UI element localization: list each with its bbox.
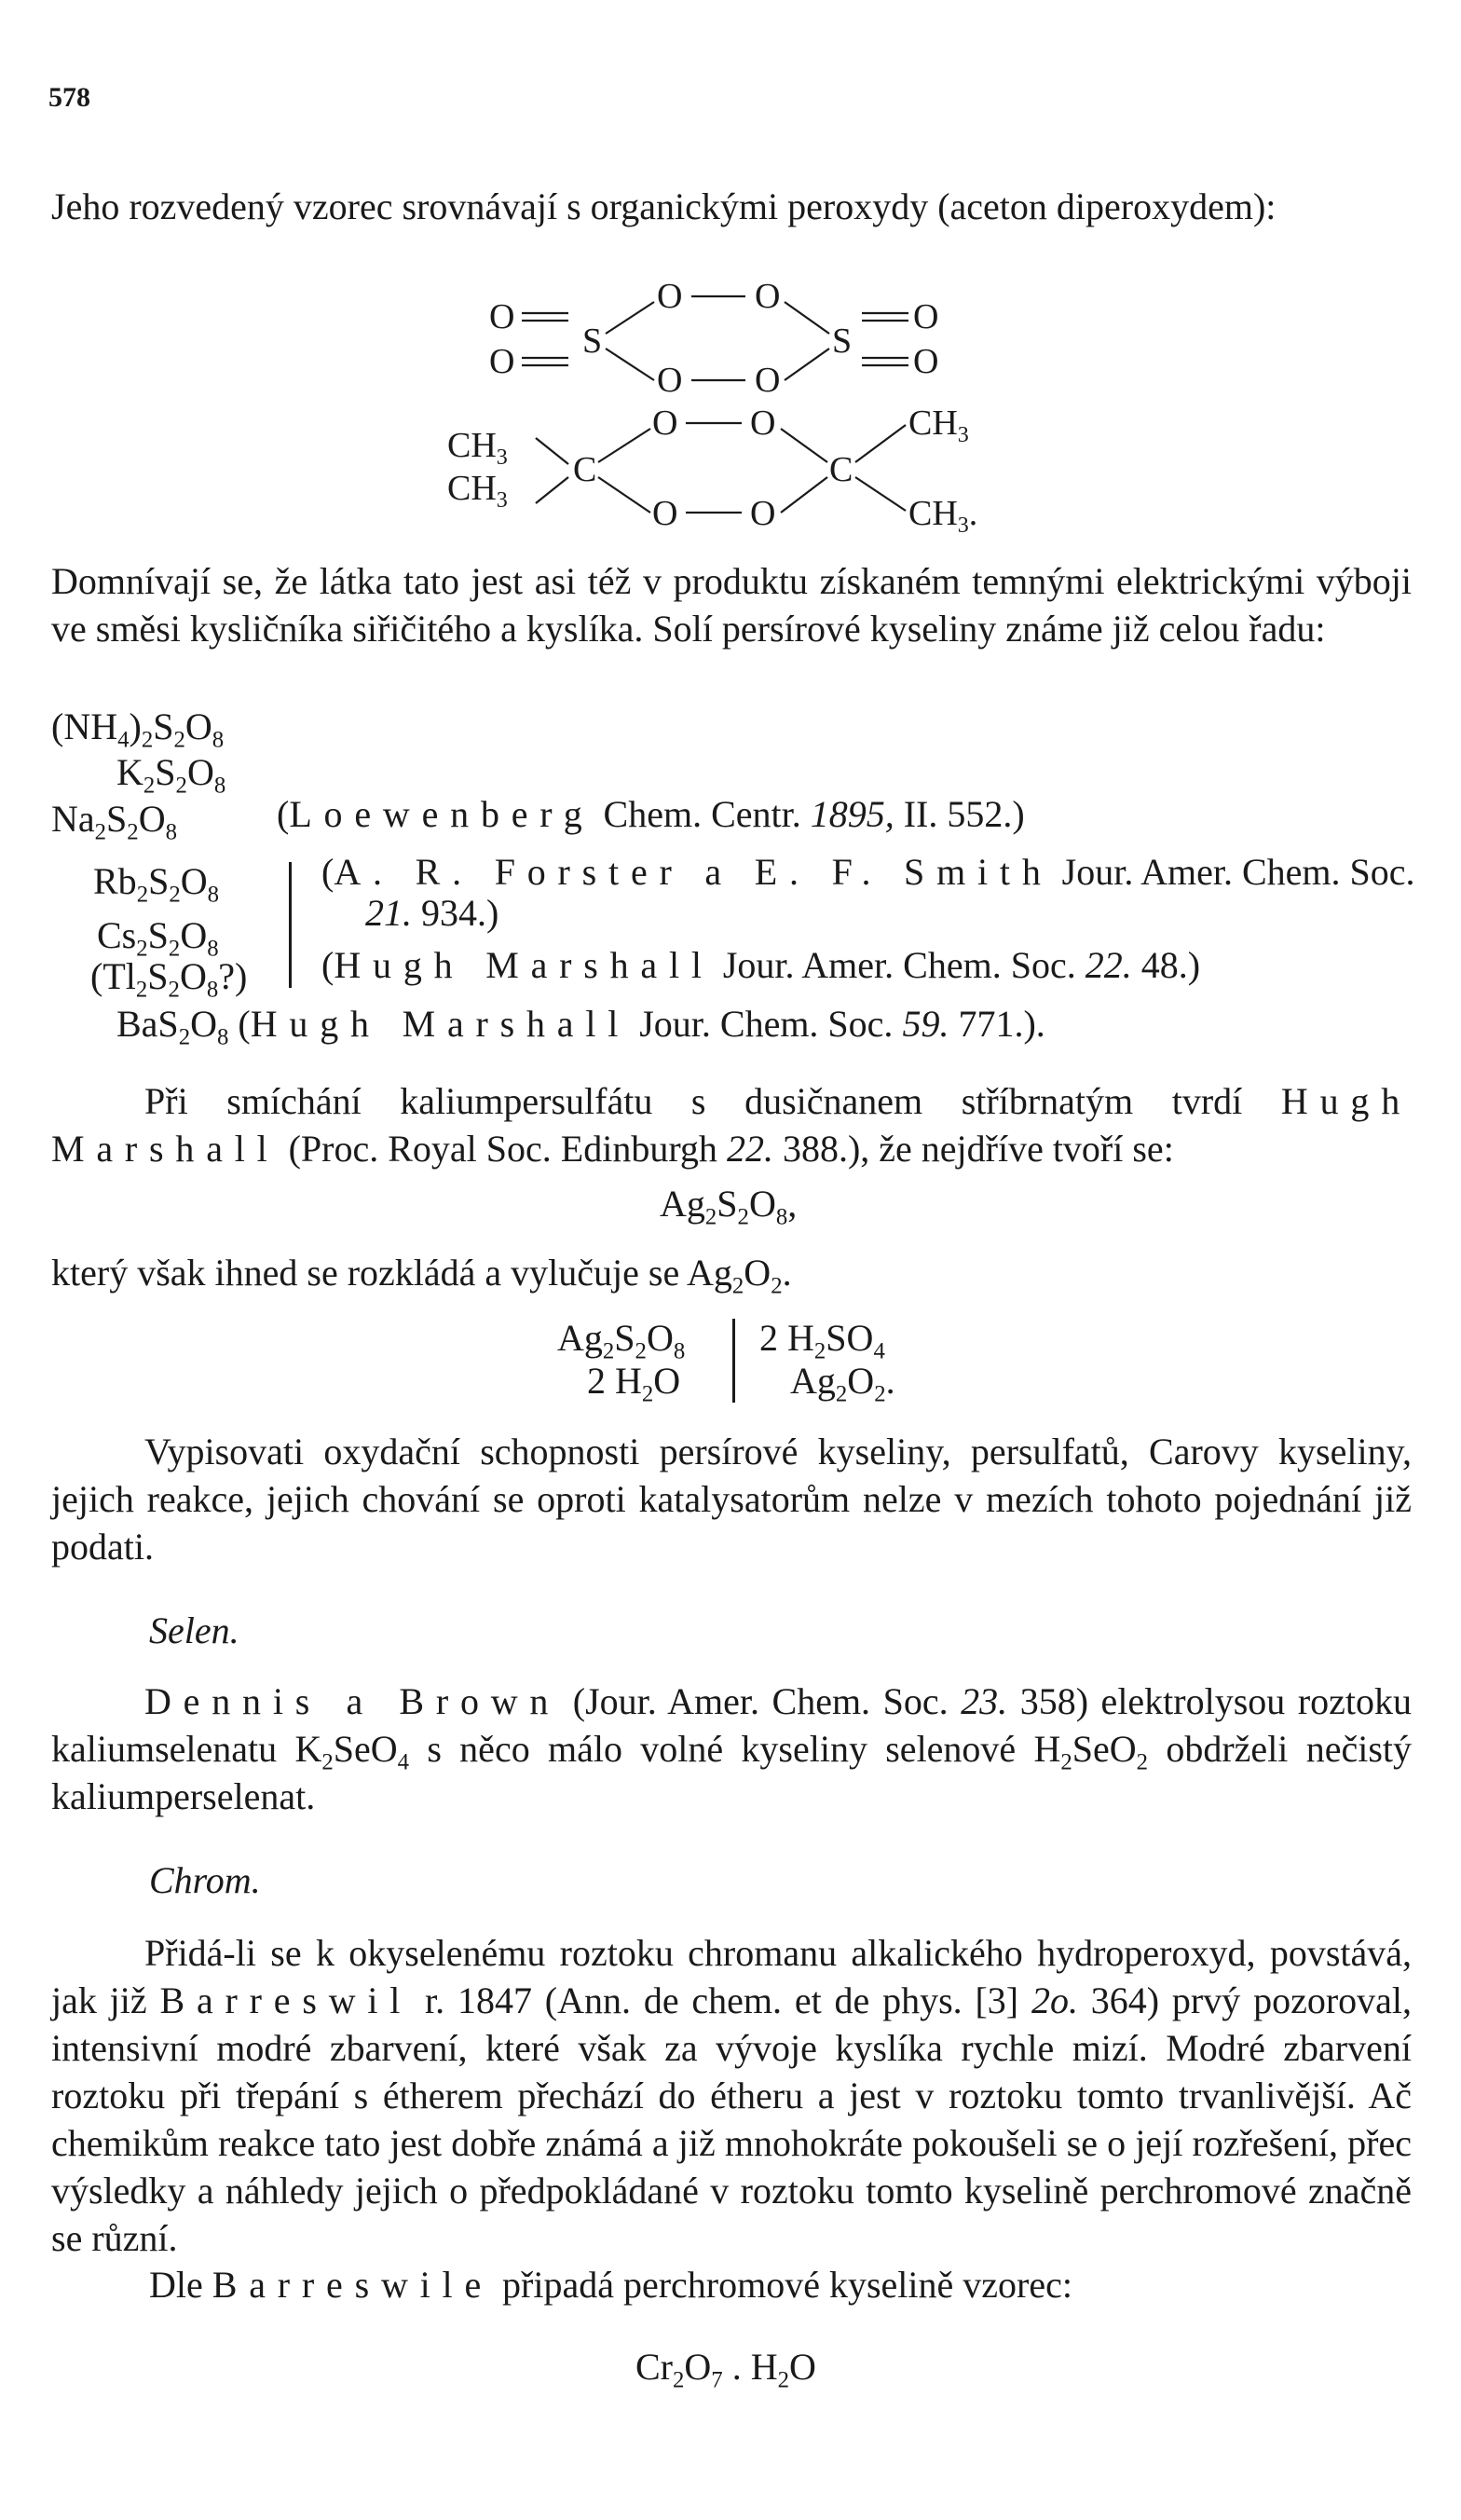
atom-o: O: [657, 361, 683, 400]
paragraph-chrom: Přidá-li se k okyselenému roztoku chromanu alkalického hydroperoxyd, povstává, jak již Barreswil r. 1847 (Ann. de chem. et de phys. [3] 2o. 364) prvý pozoroval, intensivní modré zbarvení, které však za vývoje kyslíka rychle mizí. Modré zbarvení roztoku při třepání s étherem přechází do étheru a jest v roztoku tomto trvanlivější. Ač chemikům reakce tato jest dobře známá a již mnohokráte pokoušeli se o její rozřešení, přec výsledky a náhledy jejich o předpokládané v roztoku tomto kyselině perchromové značně se různí.: [51, 1932, 1413, 2259]
paragraph-selen: Dennis a Brown (Jour. Amer. Chem. Soc. 23. 358) elektrolysou roztoku kaliumselenatu $K_2SeO_4$ s něco málo volné kyseliny selenové $H_2SeO_2$ obdrželi nečistý kaliumperselenat.: [51, 1680, 1413, 1817]
formula-rubidium-persulfate: $Rb_2S_2O_8$: [93, 860, 220, 908]
atom-o: O: [750, 494, 776, 533]
formula-potassium-persulfate: $K_2S_2O_8$: [116, 751, 226, 799]
atom-c: C: [829, 450, 853, 489]
formula-ammonium-persulfate: $(NH_4)_2S_2O_8$: [51, 705, 225, 753]
group-ch3: $CH_3$.: [908, 494, 978, 538]
paragraph-oxidation: Vypisovati oxydační schopnosti persírové kyseliny, persulfatů, Carovy kyseliny, jejich reakce, jejich chování se oproti katalysatorům nelze v mezích tohoto pojednání již podati.: [51, 1431, 1412, 1568]
atom-s: S: [832, 322, 853, 361]
reaction-right-top: 2 $H_2SO_4$: [759, 1317, 885, 1364]
reference-forster-volume: 21. 934.): [365, 892, 499, 934]
brace-line: [289, 862, 292, 988]
formula-thallium-persulfate: $(Tl_2S_2O_8?)$: [90, 955, 248, 1003]
atom-c: C: [573, 450, 597, 489]
reference-loewenberg: (Loewenberg Chem. Centr. 1895, II. 552.): [277, 793, 1025, 835]
atom-o: O: [657, 277, 683, 316]
atom-o: O: [913, 297, 939, 336]
formula-sodium-persulfate: $Na_2S_2O_8$: [51, 798, 177, 845]
reaction-left-top: $Ag_2S_2O_8$: [557, 1317, 686, 1364]
structure-diagram-sulfur: [475, 270, 978, 410]
atom-o: O: [489, 297, 515, 336]
reaction-divider: [732, 1319, 735, 1403]
paragraph-silver: Při smíchání kaliumpersulfátu s dusičnanem stříbrnatým tvrdí Hugh Marshall (Proc. Royal Soc. Edinburgh 22. 388.), že nejdříve tvoří se:: [51, 1080, 1413, 1170]
page-number: 578: [48, 82, 90, 113]
section-heading-selen: Selen.: [149, 1609, 239, 1651]
formula-silver-persulfate: $Ag_2S_2O_8$,: [660, 1183, 798, 1230]
group-ch3: $CH_3$: [908, 404, 969, 447]
section-heading-chrom: Chrom.: [149, 1859, 261, 1901]
paragraph-salts-intro: Domnívají se, že látka tato jest asi též v produktu získaném temnými elektrickými výboji ve směsi kysličníka siřičitého a kyslíka. Solí persírové kyseliny známe již celou řadu:: [51, 560, 1412, 650]
paragraph-intro: Jeho rozvedený vzorec srovnávají s organickými peroxydy (aceton diperoxydem):: [51, 185, 1277, 227]
atom-o: O: [755, 277, 781, 316]
reference-marshall: (Hugh Marshall Jour. Amer. Chem. Soc. 22. 48.): [321, 944, 1201, 986]
reference-forster-smith: (A. R. Forster a E. F. Smith Jour. Amer. Chem. Soc.: [321, 851, 1415, 893]
formula-perchromic-acid: $Cr_2O_7$ . $H_2O$: [635, 2346, 816, 2393]
paragraph-barreswile: Dle Barreswile připadá perchromové kyselině vzorec:: [149, 2264, 1072, 2306]
structure-diagram-acetone-diperoxide: [438, 399, 1016, 539]
formula-cesium-persulfate: $Cs_2S_2O_8$: [97, 914, 219, 962]
atom-o: O: [489, 342, 515, 381]
atom-o: O: [913, 342, 939, 381]
group-ch3: $CH_3$: [447, 469, 508, 513]
atom-o: O: [652, 404, 678, 443]
atom-s: S: [582, 322, 603, 361]
group-ch3: $CH_3$: [447, 426, 508, 470]
reaction-left-bottom: 2 $H_2O$: [587, 1360, 681, 1407]
reaction-right-bottom: $Ag_2O_2$.: [790, 1360, 895, 1407]
atom-o: O: [652, 494, 678, 533]
formula-barium-persulfate: $BaS_2O_8$ (Hugh Marshall Jour. Chem. Soc. 59. 771.).: [116, 1003, 1045, 1050]
paragraph-decomposition: který však ihned se rozkládá a vylučuje se $Ag_2O_2$.: [51, 1252, 792, 1299]
atom-o: O: [755, 361, 781, 400]
atom-o: O: [750, 404, 776, 443]
